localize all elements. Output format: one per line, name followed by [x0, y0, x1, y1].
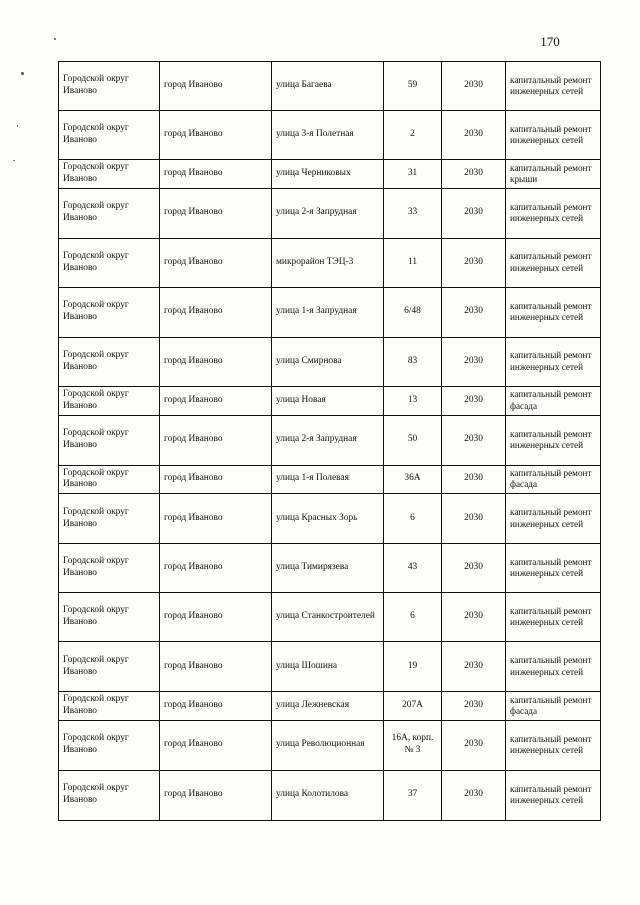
work-type-cell: капитальный ремонт инженерных сетей	[506, 544, 601, 593]
street-cell: улица Черниковых	[272, 160, 384, 189]
work-type-cell: капитальный ремонт крыши	[506, 160, 601, 189]
year-cell: 2030	[442, 770, 506, 820]
city-cell: город Иваново	[160, 593, 272, 642]
work-type-cell: капитальный ремонт инженерных сетей	[506, 62, 601, 111]
table-row	[59, 386, 601, 415]
city-cell: город Иваново	[160, 642, 272, 692]
table-row	[59, 62, 601, 111]
table-row	[59, 465, 601, 494]
house-cell: 36А	[384, 465, 442, 494]
work-type-cell: капитальный ремонт инженерных сетей	[506, 188, 601, 238]
city-cell: город Иваново	[160, 386, 272, 415]
street-cell: улица 2-я Запрудная	[272, 415, 384, 465]
house-cell: 59	[384, 62, 442, 111]
work-type-cell: капитальный ремонт инженерных сетей	[506, 642, 601, 692]
street-cell: улица Шошина	[272, 642, 384, 692]
municipality-cell: Городской округ Иваново	[59, 111, 160, 160]
work-type-cell: капитальный ремонт инженерных сетей	[506, 720, 601, 770]
work-type-cell: капитальный ремонт фасада	[506, 465, 601, 494]
scan-speck	[21, 72, 24, 75]
city-cell: город Иваново	[160, 544, 272, 593]
city-cell: город Иваново	[160, 111, 272, 160]
year-cell: 2030	[442, 111, 506, 160]
city-cell: город Иваново	[160, 337, 272, 386]
street-cell: улица Тимирязева	[272, 544, 384, 593]
street-cell: микрорайон ТЭЦ-3	[272, 238, 384, 287]
table-row	[59, 720, 601, 770]
table-row	[59, 337, 601, 386]
year-cell: 2030	[442, 465, 506, 494]
page-number: 170	[540, 34, 560, 49]
house-cell: 6/48	[384, 287, 442, 337]
street-cell: улица Смирнова	[272, 337, 384, 386]
street-cell: улица Багаева	[272, 62, 384, 111]
work-type-cell: капитальный ремонт инженерных сетей	[506, 415, 601, 465]
work-type-cell: капитальный ремонт фасада	[506, 692, 601, 721]
work-type-cell: капитальный ремонт инженерных сетей	[506, 287, 601, 337]
municipality-cell: Городской округ Иваново	[59, 287, 160, 337]
city-cell: город Иваново	[160, 720, 272, 770]
table-body	[59, 62, 601, 821]
scan-speck	[17, 125, 18, 127]
house-cell: 37	[384, 770, 442, 820]
city-cell: город Иваново	[160, 287, 272, 337]
year-cell: 2030	[442, 544, 506, 593]
street-cell: улица 2-я Запрудная	[272, 188, 384, 238]
housing-repair-table	[58, 61, 601, 821]
city-cell: город Иваново	[160, 160, 272, 189]
work-type-cell: капитальный ремонт инженерных сетей	[506, 593, 601, 642]
municipality-cell: Городской округ Иваново	[59, 415, 160, 465]
municipality-cell: Городской округ Иваново	[59, 62, 160, 111]
table-row	[59, 692, 601, 721]
table-row	[59, 770, 601, 820]
table-row	[59, 238, 601, 287]
municipality-cell: Городской округ Иваново	[59, 386, 160, 415]
municipality-cell: Городской округ Иваново	[59, 465, 160, 494]
street-cell: улица 3-я Полетная	[272, 111, 384, 160]
street-cell: улица Станкостроителей	[272, 593, 384, 642]
municipality-cell: Городской округ Иваново	[59, 160, 160, 189]
year-cell: 2030	[442, 692, 506, 721]
year-cell: 2030	[442, 386, 506, 415]
table-row	[59, 544, 601, 593]
municipality-cell: Городской округ Иваново	[59, 238, 160, 287]
work-type-cell: капитальный ремонт инженерных сетей	[506, 337, 601, 386]
house-cell: 16А, корп. № 3	[384, 720, 442, 770]
street-cell: улица 1-я Полевая	[272, 465, 384, 494]
municipality-cell: Городской округ Иваново	[59, 188, 160, 238]
house-cell: 11	[384, 238, 442, 287]
table-row	[59, 111, 601, 160]
municipality-cell: Городской округ Иваново	[59, 642, 160, 692]
year-cell: 2030	[442, 160, 506, 189]
year-cell: 2030	[442, 238, 506, 287]
work-type-cell: капитальный ремонт инженерных сетей	[506, 770, 601, 820]
year-cell: 2030	[442, 720, 506, 770]
municipality-cell: Городской округ Иваново	[59, 770, 160, 820]
house-cell: 2	[384, 111, 442, 160]
street-cell: улица Новая	[272, 386, 384, 415]
house-cell: 13	[384, 386, 442, 415]
year-cell: 2030	[442, 188, 506, 238]
city-cell: город Иваново	[160, 692, 272, 721]
year-cell: 2030	[442, 415, 506, 465]
work-type-cell: капитальный ремонт фасада	[506, 386, 601, 415]
house-cell: 83	[384, 337, 442, 386]
city-cell: город Иваново	[160, 415, 272, 465]
city-cell: город Иваново	[160, 62, 272, 111]
street-cell: улица 1-я Запрудная	[272, 287, 384, 337]
year-cell: 2030	[442, 337, 506, 386]
street-cell: улица Революционная	[272, 720, 384, 770]
table-row	[59, 494, 601, 544]
city-cell: город Иваново	[160, 494, 272, 544]
street-cell: улица Красных Зорь	[272, 494, 384, 544]
municipality-cell: Городской округ Иваново	[59, 544, 160, 593]
house-cell: 6	[384, 494, 442, 544]
street-cell: улица Лежневская	[272, 692, 384, 721]
municipality-cell: Городской округ Иваново	[59, 593, 160, 642]
year-cell: 2030	[442, 62, 506, 111]
scan-speck	[54, 38, 56, 40]
street-cell: улица Колотилова	[272, 770, 384, 820]
city-cell: город Иваново	[160, 465, 272, 494]
year-cell: 2030	[442, 642, 506, 692]
house-cell: 19	[384, 642, 442, 692]
table-row	[59, 287, 601, 337]
house-cell: 50	[384, 415, 442, 465]
year-cell: 2030	[442, 287, 506, 337]
house-cell: 6	[384, 593, 442, 642]
work-type-cell: капитальный ремонт инженерных сетей	[506, 111, 601, 160]
scan-speck	[13, 160, 15, 161]
city-cell: город Иваново	[160, 188, 272, 238]
work-type-cell: капитальный ремонт инженерных сетей	[506, 494, 601, 544]
house-cell: 33	[384, 188, 442, 238]
municipality-cell: Городской округ Иваново	[59, 720, 160, 770]
house-cell: 207А	[384, 692, 442, 721]
city-cell: город Иваново	[160, 238, 272, 287]
year-cell: 2030	[442, 494, 506, 544]
table-row	[59, 415, 601, 465]
city-cell: город Иваново	[160, 770, 272, 820]
municipality-cell: Городской округ Иваново	[59, 337, 160, 386]
table-row	[59, 188, 601, 238]
table-row	[59, 593, 601, 642]
municipality-cell: Городской округ Иваново	[59, 692, 160, 721]
year-cell: 2030	[442, 593, 506, 642]
house-cell: 43	[384, 544, 442, 593]
municipality-cell: Городской округ Иваново	[59, 494, 160, 544]
table-row	[59, 160, 601, 189]
house-cell: 31	[384, 160, 442, 189]
table-row	[59, 642, 601, 692]
work-type-cell: капитальный ремонт инженерных сетей	[506, 238, 601, 287]
